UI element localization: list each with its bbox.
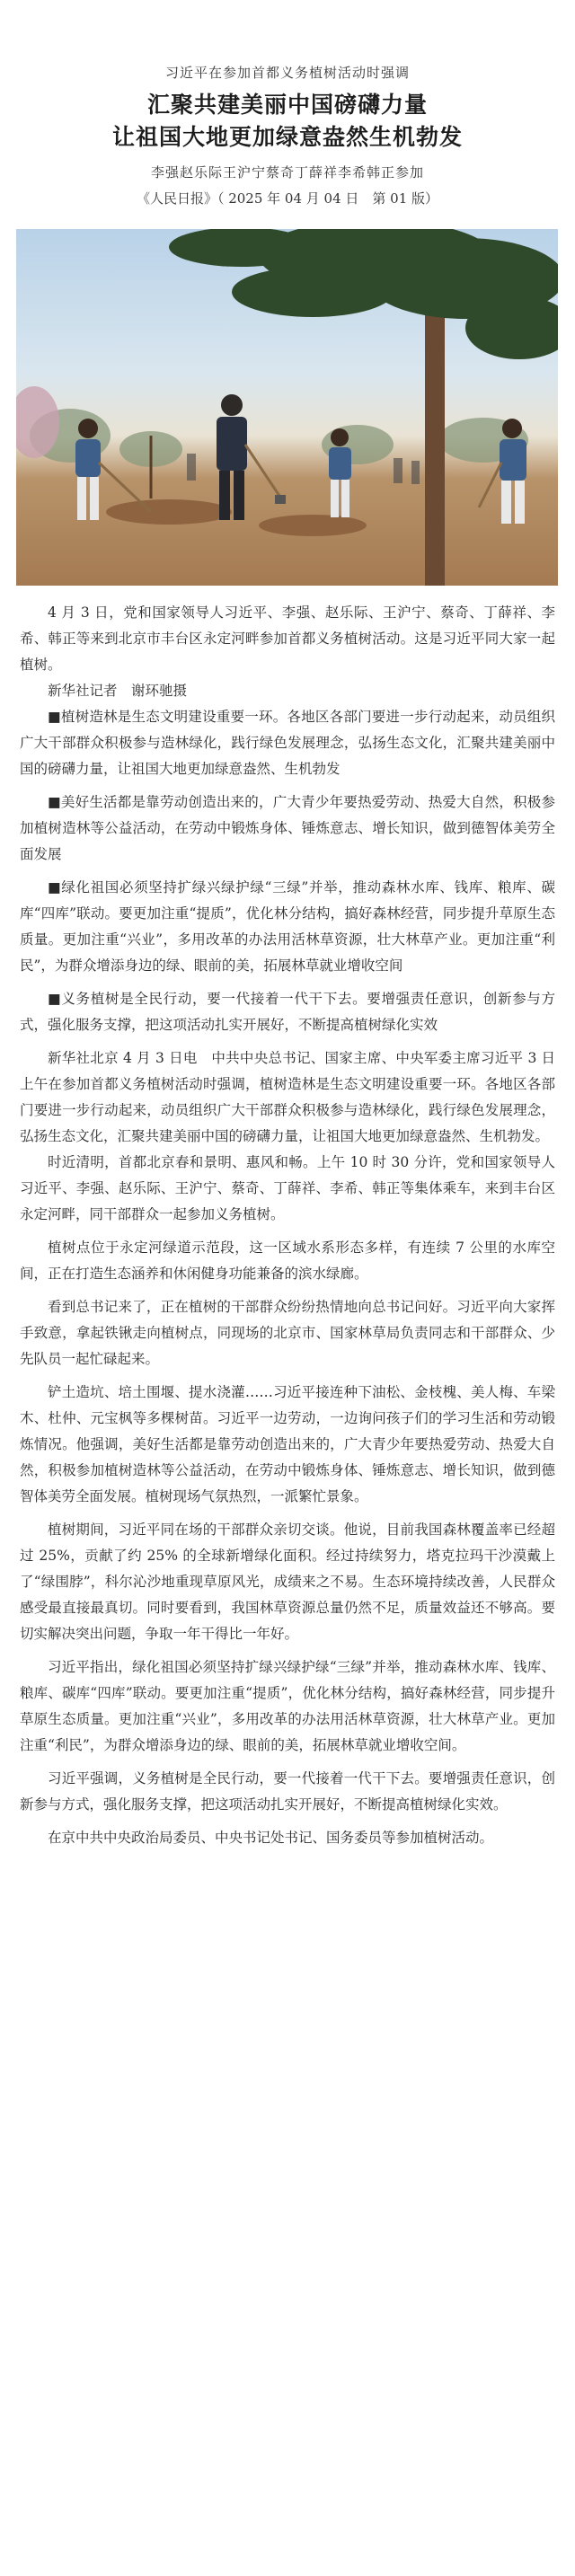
summary-point-4: ■义务植树是全民行动，要一代接着一代干下去。要增强责任意识，创新参与方式，强化服务支撑，把这项活动扎实开展好，不断提高植树绿化实效 — [20, 991, 555, 1033]
subheadline: 李强赵乐际王沪宁蔡奇丁薛祥李希韩正参加 — [150, 164, 424, 181]
summary-point-1: ■植树造林是生态文明建设重要一环。各地区各部门要进一步行动起来，动员组织广大干部群众积极参与造林绿化，践行绿色发展理念，弘扬生态文化，汇聚共建美丽中国的磅礴力量，让祖国大地更加绿意盎然、生机勃发 — [20, 709, 555, 777]
body-paragraph: 习近平强调，义务植树是全民行动，要一代接着一代干下去。要增强责任意识，创新参与方式，强化服务支撑，把这项活动扎实开展好，不断提高植树绿化实效。 — [20, 1770, 555, 1813]
body-paragraph: 在京中共中央政治局委员、中央书记处书记、国务委员等参加植树活动。 — [48, 1830, 494, 1846]
photo-credit: 新华社记者 谢环驰摄 — [48, 683, 188, 699]
headline-line-2: 让祖国大地更加绿意盎然生机勃发 — [111, 124, 463, 150]
summary-point-2: ■美好生活都是靠劳动创造出来的，广大青少年要热爱劳动、热爱大自然，积极参加植树造林等公益活动，在劳动中锻炼身体、锤炼意志、增长知识，做到德智体美劳全面发展 — [20, 794, 555, 862]
article-body — [0, 600, 575, 1851]
body-paragraph: 植树点位于永定河绿道示范段，这一区域水系形态多样，有连续 7 公里的水库空间，正在打造生态涵养和休闲健身功能兼备的滨水绿廊。 — [20, 1239, 555, 1282]
body-paragraph: 看到总书记来了，正在植树的干部群众纷纷热情地向总书记问好。习近平向大家挥手致意，拿起铁锹走向植树点，同现场的北京市、国家林草局负责同志和干部群众、少先队员一起忙碌起来。 — [20, 1299, 555, 1367]
headline-line-1: 汇聚共建美丽中国磅礴力量 — [146, 92, 428, 118]
news-photo — [16, 229, 558, 586]
body-paragraph: 习近平指出，绿化祖国必须坚持扩绿兴绿护绿“三绿”并举，推动森林水库、钱库、粮库、碳库“四库”联动。要更加注重“提质”，优化林分结构，搞好森林经营，同步提升草原生态质量。更加注重“兴业”，多用改革的办法用活林草资源，壮大林草产业。更加注重“利民”，为群众增添身边的绿、眼前的美，拓展林草就业增收空间。 — [20, 1659, 555, 1753]
body-paragraph: 时近清明，首都北京春和景明、惠风和畅。上午 10 时 30 分许，党和国家领导人习近平、李强、赵乐际、王沪宁、蔡奇、丁薛祥、李希、韩正等集体乘车，来到丰台区永定河畔，同干部群众一起参加义务植树。 — [20, 1154, 555, 1222]
body-paragraph: 铲土造坑、培土围堰、提水浇灌……习近平接连种下油松、金枝槐、美人梅、车梁木、杜仲、元宝枫等多棵树苗。习近平一边劳动，一边询问孩子们的学习生活和劳动锻炼情况。他强调，美好生活都是靠劳动创造出来的，广大青少年要热爱劳动、热爱大自然，积极参加植树造林等公益活动，在劳动中锻炼身体、锤炼意志、增长知识，做到德智体美劳全面发展。植树现场气氛热烈，一派繁忙景象。 — [20, 1384, 555, 1504]
article-header — [0, 0, 575, 207]
summary-point-3: ■绿化祖国必须坚持扩绿兴绿护绿“三绿”并举，推动森林水库、钱库、粮库、碳库“四库”联动。要更加注重“提质”，优化林分结构，搞好森林经营，同步提升草原生态质量。更加注重“兴业”，多用改革的办法用活林草资源，壮大林草产业。更加注重“利民”，为群众增添身边的绿、眼前的美，拓展林草就业增收空间 — [20, 879, 555, 974]
tree-planting-illustration — [16, 229, 558, 586]
photo-caption: 4 月 3 日，党和国家领导人习近平、李强、赵乐际、王沪宁、蔡奇、丁薛祥、李希、韩正等来到北京市丰台区永定河畔参加首都义务植树活动。这是习近平同大家一起植树。 — [20, 604, 555, 673]
kicker-line: 习近平在参加首都义务植树活动时强调 — [164, 65, 410, 81]
body-paragraph: 新华社北京 4 月 3 日电 中共中央总书记、国家主席、中央军委主席习近平 3 日上午在参加首都义务植树活动时强调，植树造林是生态文明建设重要一环。各地区各部门要进一步行动起来，动员组织广大干部群众积极参与造林绿化，践行绿色发展理念，弘扬生态文化，汇聚共建美丽中国的磅礴力量，让祖国大地更加绿意盎然、生机勃发。 — [20, 1050, 555, 1144]
body-paragraph: 植树期间，习近平同在场的干部群众亲切交谈。他说，目前我国森林覆盖率已经超过 25%，贡献了约 25% 的全球新增绿化面积。经过持续努力，塔克拉玛干沙漠戴上了“绿围脖”，科尔沁沙地重现草原风光，成绩来之不易。生态环境持续改善，人民群众感受最直接最真切。同时要看到，我国林草资源总量仍然不足，质量效益还不够高。要切实解决突出问题，争取一年干得比一年好。 — [20, 1522, 555, 1642]
publication-source: 《人民日报》（ 2025 年 04 月 04 日 第 01 版） — [136, 190, 439, 207]
